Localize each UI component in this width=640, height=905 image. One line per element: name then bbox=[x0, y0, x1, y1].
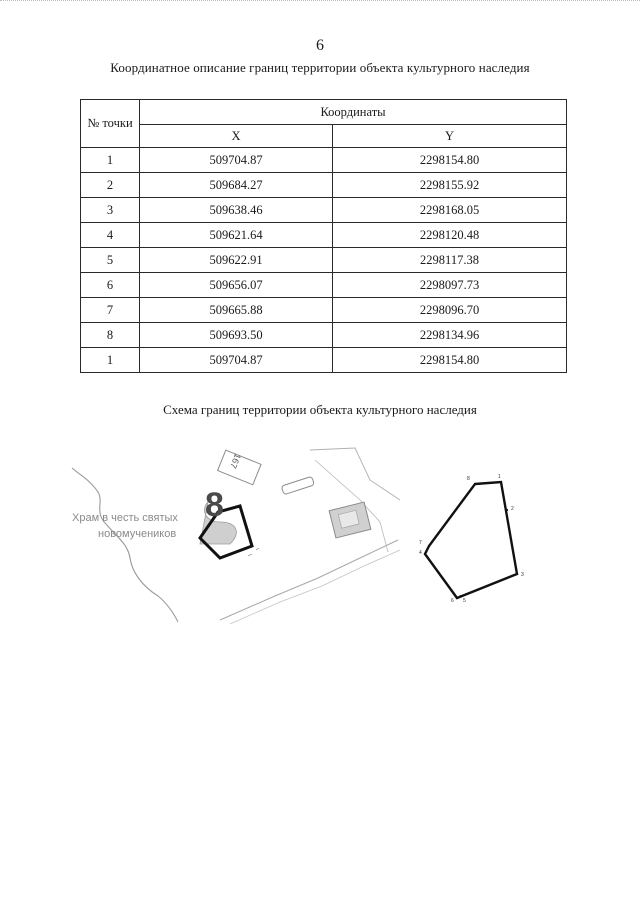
cell-y: 2298120.48 bbox=[333, 223, 567, 248]
cell-y: 2298117.38 bbox=[333, 248, 567, 273]
cell-x: 509704.87 bbox=[140, 348, 333, 373]
document-title: Координатное описание границ территории объекта культурного наследия bbox=[110, 60, 530, 75]
map-tick-marks bbox=[248, 548, 259, 556]
cell-point: 3 bbox=[81, 198, 140, 223]
cell-point: 4 bbox=[81, 223, 140, 248]
scheme-title: Схема границ территории объекта культурного наследия bbox=[163, 402, 477, 417]
parcel-contour-ne bbox=[310, 448, 400, 500]
building-number-167: 167 bbox=[228, 452, 243, 470]
cell-y: 2298154.80 bbox=[333, 148, 567, 173]
cell-point: 1 bbox=[81, 148, 140, 173]
header-x: X bbox=[140, 125, 333, 148]
cell-y: 2298154.80 bbox=[333, 348, 567, 373]
territory-outline-diagram bbox=[405, 470, 545, 610]
cell-x: 509704.87 bbox=[140, 148, 333, 173]
building-glyph: 8 bbox=[205, 486, 224, 524]
coordinates-table bbox=[80, 99, 567, 373]
territory-polygon bbox=[425, 482, 517, 598]
cell-point: 1 bbox=[81, 348, 140, 373]
table-header-row bbox=[81, 100, 567, 125]
cell-point: 7 bbox=[81, 298, 140, 323]
cell-point: 5 bbox=[81, 248, 140, 273]
header-y: Y bbox=[333, 125, 567, 148]
church-label-line-2: новомучеников bbox=[98, 528, 177, 540]
table-row bbox=[81, 248, 567, 273]
page-number: 6 bbox=[316, 37, 324, 54]
table-row bbox=[81, 148, 567, 173]
small-building bbox=[281, 476, 314, 494]
cell-x: 509622.91 bbox=[140, 248, 333, 273]
table-row bbox=[81, 323, 567, 348]
outline-point-6: 6 bbox=[451, 598, 454, 604]
cell-x: 509665.88 bbox=[140, 298, 333, 323]
table-row bbox=[81, 348, 567, 373]
outline-point-8: 8 bbox=[467, 476, 470, 482]
cell-y: 2298097.73 bbox=[333, 273, 567, 298]
outline-point-4: 4 bbox=[419, 550, 422, 556]
top-scan-edge bbox=[0, 0, 640, 3]
outline-point-2: 2 bbox=[511, 506, 514, 512]
hatched-building bbox=[329, 502, 371, 538]
cell-x: 509684.27 bbox=[140, 173, 333, 198]
road-edge-lower bbox=[220, 540, 398, 620]
cell-x: 509693.50 bbox=[140, 323, 333, 348]
cell-y: 2298168.05 bbox=[333, 198, 567, 223]
table-row bbox=[81, 223, 567, 248]
cell-y: 2298096.70 bbox=[333, 298, 567, 323]
table-row bbox=[81, 198, 567, 223]
cell-x: 509656.07 bbox=[140, 273, 333, 298]
outline-point-3: 3 bbox=[521, 572, 524, 578]
table-row bbox=[81, 298, 567, 323]
outline-point-1: 1 bbox=[498, 474, 501, 480]
church-label-line-1: Храм в честь святых bbox=[72, 512, 178, 524]
territory-outline-svg bbox=[405, 470, 545, 610]
cell-point: 8 bbox=[81, 323, 140, 348]
header-coordinates: Координаты bbox=[140, 100, 567, 125]
table-row bbox=[81, 173, 567, 198]
boundary-line-west bbox=[72, 468, 178, 622]
outline-point-5: 5 bbox=[463, 598, 466, 604]
cell-x: 509638.46 bbox=[140, 198, 333, 223]
table-row bbox=[81, 273, 567, 298]
cell-point: 6 bbox=[81, 273, 140, 298]
cell-x: 509621.64 bbox=[140, 223, 333, 248]
cell-y: 2298134.96 bbox=[333, 323, 567, 348]
road-edge-lower-2 bbox=[230, 550, 400, 624]
cell-point: 2 bbox=[81, 173, 140, 198]
outline-point-7: 7 bbox=[419, 540, 422, 546]
header-point-number: № точки bbox=[81, 100, 140, 148]
cell-y: 2298155.92 bbox=[333, 173, 567, 198]
table-subheader-row bbox=[81, 125, 567, 148]
cadastral-map bbox=[70, 440, 400, 625]
